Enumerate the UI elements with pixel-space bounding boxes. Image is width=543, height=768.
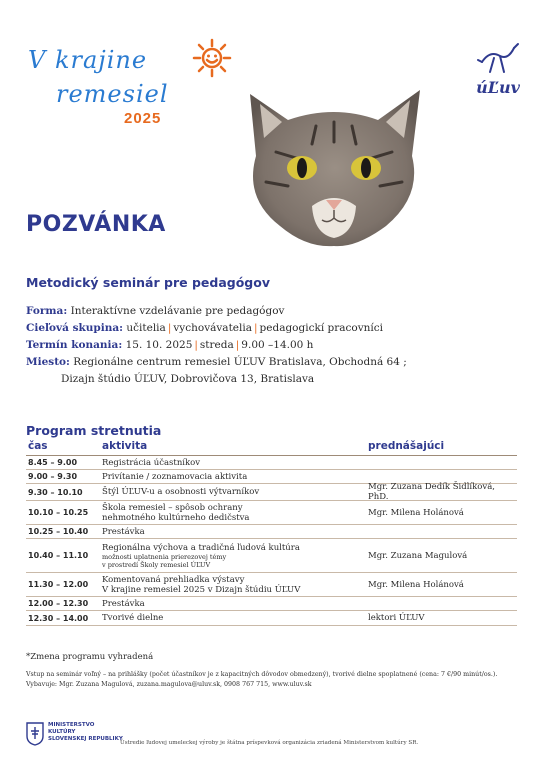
table-row	[26, 573, 517, 597]
separator: |	[167, 322, 172, 334]
skupina-value-2: vychovávatelia	[173, 322, 252, 334]
ministry-logo	[26, 722, 126, 752]
festival-year: 2025	[124, 110, 162, 127]
row-time: 12.30 – 14.00	[28, 613, 89, 623]
row-time: 9.30 – 10.10	[28, 487, 83, 497]
footer-line2: Vybavuje: Mgr. Zuzana Magulová, zuzana.magulova@uluv.sk, 0908 767 715, www.uluv.sk	[26, 681, 312, 688]
festival-logo	[26, 44, 246, 134]
felt-cat-illustration	[236, 86, 432, 252]
row-activity-text: Prestávka	[102, 598, 145, 609]
row-activity	[102, 457, 368, 469]
miesto-line2: Dizajn štúdio ÚĽUV, Dobrovičova 13, Bratislava	[61, 373, 315, 385]
footer-line1: Vstup na seminár voľný – na prihlášky (počet účastníkov je z kapacitných dôvodov obmedzený), tvorivé dielne spoplatnené (cena: 7 €/90 minút/os.).	[26, 671, 498, 678]
table-row	[26, 456, 517, 470]
forma-value: Interaktívne vzdelávanie pre pedagógov	[70, 305, 285, 317]
info-forma	[26, 303, 526, 320]
row-speaker: Mgr. Milena Holánová	[368, 507, 464, 518]
header-speaker: prednášajúci	[368, 440, 445, 452]
miesto-line1: Regionálne centrum remesiel ÚĽUV Bratislava, Obchodná 64 ;	[73, 356, 407, 368]
termin-time: 9.00 –14.00 h	[241, 339, 314, 351]
table-row	[26, 501, 517, 525]
row-speaker: Mgr. Zuzana Magulová	[368, 550, 468, 561]
row-activity	[102, 502, 368, 524]
table-body	[26, 456, 517, 626]
table-header	[26, 440, 517, 456]
row-activity-text: Tvorivé dielne	[102, 613, 164, 623]
uluv-logo-text: úĽuv	[476, 78, 520, 97]
event-subtitle: Metodický seminár pre pedagógov	[26, 275, 270, 290]
separator: |	[235, 339, 240, 351]
forma-label: Forma:	[26, 305, 68, 317]
bottom-note: Ústredie ľudovej umeleckej výroby je štátna príspevková organizácia zriadená Ministerstvom kultúry SR.	[120, 740, 419, 746]
festival-logo-line1: V krajine	[28, 46, 148, 74]
table-row	[26, 484, 517, 501]
skupina-value-3: pedagogickí pracovníci	[259, 322, 384, 334]
info-skupina	[26, 320, 526, 337]
info-miesto	[26, 354, 526, 371]
bird-icon	[474, 40, 522, 78]
row-activity	[102, 598, 368, 610]
ministry-line2: KULTÚRY	[48, 729, 76, 735]
row-speaker: lektori ÚĽUV	[368, 613, 425, 623]
row-activity	[102, 526, 368, 538]
row-speaker: Mgr. Milena Holánová	[368, 579, 464, 590]
row-activity	[102, 542, 368, 570]
sun-icon	[192, 38, 232, 78]
row-activity	[102, 612, 368, 624]
row-speaker: Mgr. Zuzana Dedík Šidlíková, PhD.	[368, 482, 495, 502]
table-row	[26, 611, 517, 626]
event-info	[26, 303, 526, 388]
row-activity-text: Privítanie / zoznamovacia aktivita	[102, 471, 248, 482]
header-activity: aktivita	[102, 440, 148, 452]
row-activity-text: Prestávka	[102, 526, 145, 537]
program-note: *Zmena programu vyhradená	[26, 652, 154, 662]
table-row	[26, 539, 517, 573]
info-termin	[26, 337, 526, 354]
page-title: POZVÁNKA	[26, 212, 166, 237]
row-time: 9.00 – 9.30	[28, 472, 78, 481]
row-time: 10.40 – 11.10	[28, 551, 89, 560]
row-activity	[102, 486, 368, 498]
footer-text	[26, 670, 521, 690]
miesto-label: Miesto:	[26, 356, 70, 368]
termin-day: streda	[199, 339, 234, 351]
row-time: 12.00 – 12.30	[28, 599, 89, 608]
separator: |	[253, 322, 258, 334]
row-activity	[102, 574, 368, 596]
header-time: čas	[28, 440, 48, 452]
ministry-line1: MINISTERSTVO	[48, 722, 95, 728]
ministry-text	[48, 722, 123, 743]
row-activity-subtext: možnosti uplatnenia prierezovej témy v prostredí Školy remesiel ÚĽUV	[102, 552, 227, 569]
program-title: Program stretnutia	[26, 423, 162, 438]
row-activity-text: Regionálna výchova a tradičná ľudová kultúra	[102, 542, 300, 553]
ministry-line3: SLOVENSKEJ REPUBLIKY	[48, 736, 123, 742]
row-time: 8.45 – 9.00	[28, 458, 78, 467]
row-time: 10.25 – 10.40	[28, 527, 89, 536]
row-activity	[102, 471, 368, 483]
termin-label: Termín konania:	[26, 339, 123, 351]
table-row	[26, 597, 517, 611]
row-activity-text: Štýl ÚĽUV-u a osobnosti výtvarníkov	[102, 487, 260, 497]
row-time: 11.30 – 12.00	[28, 580, 89, 589]
separator: |	[194, 339, 198, 351]
program-table	[26, 440, 517, 626]
row-activity-text: Komentovaná prehliadka výstavy V krajine remesiel 2025 v Dizajn štúdiu ÚĽUV	[102, 574, 301, 595]
skupina-label: Cieľová skupina:	[26, 322, 124, 334]
row-activity-text: Škola remesiel – spôsob ochrany nehmotného kultúrneho dedičstva	[102, 502, 250, 523]
slovak-crest-icon	[26, 722, 44, 746]
row-activity-text: Registrácia účastníkov	[102, 457, 201, 468]
row-time: 10.10 – 10.25	[28, 508, 89, 517]
termin-date: 15. 10. 2025	[125, 339, 193, 351]
uluv-logo	[474, 40, 522, 100]
festival-logo-line2: remesiel	[56, 80, 169, 108]
skupina-value-1: učitelia	[126, 322, 166, 334]
info-miesto-2	[26, 371, 526, 388]
table-row	[26, 525, 517, 539]
